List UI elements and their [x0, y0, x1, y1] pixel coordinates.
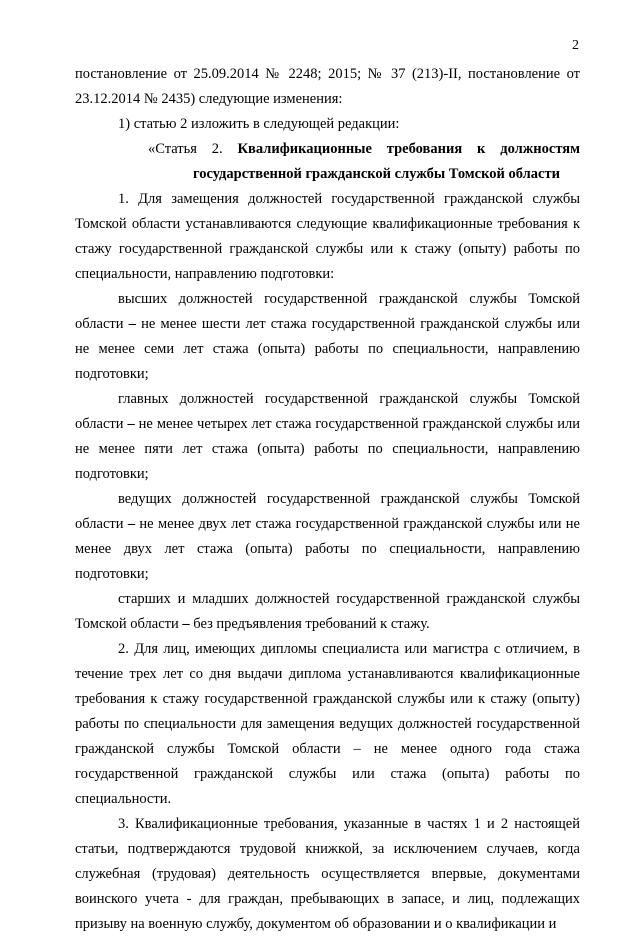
requirement-leading — [75, 487, 580, 587]
paragraph-3: 3. Квалификационные требования, указанные в частях 1 и 2 настоящей статьи, подтверждаются трудовой книжкой, за исключением случаев, когда служебная (трудовая) деятельность осуществляется впервые, документами воинского учета - для граждан, пребывающих в запасе, и лиц, подлежащих призыву на военную службу, документом об образовании и о квалификации и — [75, 816, 580, 932]
page-number: 2 — [572, 38, 579, 53]
item-1: 1) статью 2 изложить в следующей редакции: — [118, 116, 400, 132]
dash: – — [127, 516, 136, 532]
dash: – — [127, 416, 135, 432]
requirement-leading-a: ведущих должностей государственной гражданской службы Томской области — [75, 491, 580, 532]
requirement-main-a: главных должностей государственной гражданской службы Томской области — [75, 391, 580, 432]
requirement-senior — [75, 587, 580, 637]
requirement-senior-a: старших и младших должностей государственной гражданской службы Томской области — [75, 591, 580, 632]
article-title-line2: государственной гражданской службы Томской области — [193, 166, 560, 182]
dash: – — [128, 316, 136, 332]
requirement-senior-b: без предъявления требований к стажу. — [189, 616, 430, 632]
requirement-highest-a: высших должностей государственной гражданской службы Томской области — [75, 291, 580, 332]
requirement-main-b: не менее четырех лет стажа государственной гражданской службы или не менее пяти лет стажа (опыта) работы по специальности, направлению подготовки; — [75, 416, 580, 482]
document-body — [75, 62, 580, 937]
requirement-highest-b: не менее шести лет стажа государственной гражданской службы или не менее семи лет стажа (опыта) работы по специальности, направлению подготовки; — [75, 316, 580, 382]
paragraph-1: 1. Для замещения должностей государственной гражданской службы Томской области устанавливаются следующие квалификационные требования к стажу государственной гражданской службы или к стажу (опыту) работы по специальности, направлению подготовки: — [75, 191, 580, 282]
article-title-line1: Квалификационные требования к должностям — [237, 141, 580, 157]
requirement-highest — [75, 287, 580, 387]
paragraph-2: 2. Для лиц, имеющих дипломы специалиста или магистра с отличием, в течение трех лет со дня выдачи диплома устанавливаются квалификационные требования к стажу государственной гражданской службы или к стажу (опыту) работы по специальности для замещения ведущих должностей государственной гражданской службы Томской области – не менее одного года стажа государственной гражданской службы или стажа (опыта) работы по специальности. — [75, 641, 580, 807]
article-prefix: «Статья 2. — [148, 141, 223, 157]
requirement-leading-b: не менее двух лет стажа государственной гражданской службы или не менее двух лет стажа (опыта) работы по специальности, направлению подготовки; — [75, 516, 580, 582]
article-heading — [75, 137, 580, 162]
requirement-main — [75, 387, 580, 487]
intro-continuation: постановление от 25.09.2014 № 2248; 2015; № 37 (213)-II, постановление от 23.12.2014 № 2435) следующие изменения: — [75, 66, 580, 107]
dash: – — [182, 616, 190, 632]
